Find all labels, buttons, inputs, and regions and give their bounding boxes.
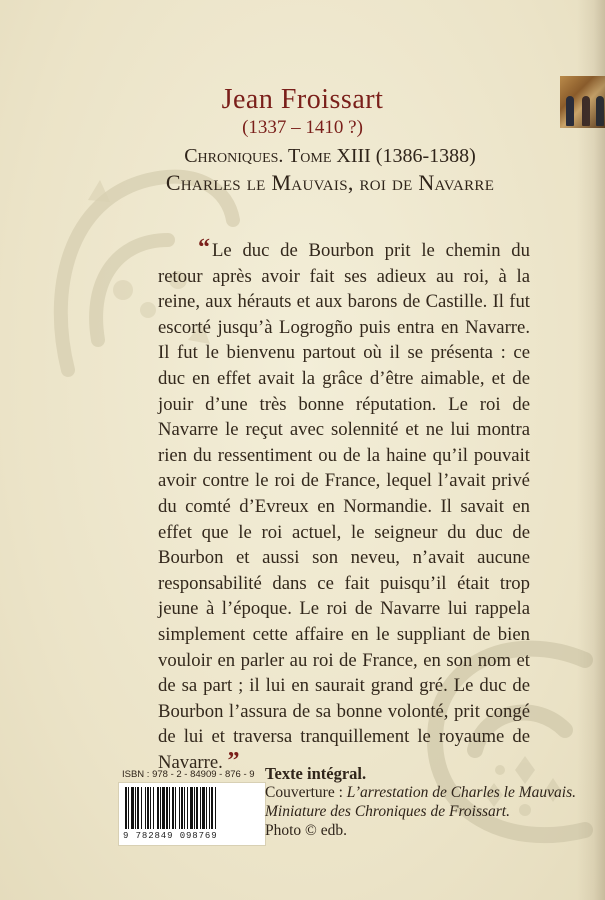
barcode-bar bbox=[211, 787, 213, 829]
quote-line: reine, aux hérauts et aux barons de Castille. Il bbox=[158, 291, 510, 313]
barcode-bar bbox=[137, 787, 139, 829]
barcode-bar bbox=[153, 787, 154, 829]
barcode-bar bbox=[141, 787, 142, 829]
barcode-bar bbox=[181, 787, 183, 829]
quote-line: seigneur du duc de Bourbon et aussi son neveu, bbox=[158, 521, 530, 569]
barcode-bar bbox=[131, 787, 134, 829]
quote-line: Le duc de Bourbon prit le chemin du bbox=[212, 240, 530, 261]
quote-line: Navarre. Il fut le bienvenu partout où il se bbox=[158, 316, 530, 364]
barcode-bar bbox=[194, 787, 195, 829]
quote-line: qu’il pouvait avoir contre le roi de France, bbox=[158, 444, 530, 492]
quote-line: lequel l’avait privé du comté d’Evreux en bbox=[158, 470, 530, 517]
barcode-bar bbox=[172, 787, 174, 829]
series-title: Chroniques. Tome XIII (1386-1388) bbox=[184, 145, 476, 167]
quote-excerpt: “ Le duc de Bourbon prit le chemin du retour après avoir fait ses adieux au roi, à la reine, aux hérauts et aux barons de Castille. Il fut escorté jusqu’à Logrogño puis entra en Navarre. Il fut le bienvenu partout où il se présenta : ce duc en effet avait la grâce d’être aimable, et de jouir d’une très bonne réputation. Le roi de Navarre le reçut avec solennité et ne lui montra rien du ressentiment ou de la haine qu’il pouvait avoir contre le roi de France, lequel l’avait privé du comté d’Evreux en Normandie. Il savait en effet que le roi actuel, le seigneur du duc de Bourbon et aussi son neveu, n’avait aucune responsabilité dans ce fait puisqu’il était trop jeune à l’époque. Le roi de Navarre lui rappela simplement cette affaire en le suppliant de bien vouloir en parler au roi de France, en son nom et de sa part ; il lui en saurait grand gré. Le duc de Bourbon l’assura de sa bonne volonté, prit congé de lui et traversa tranquillement le royaume de Navarre. ” bbox=[158, 235, 531, 774]
quote-line: fut escorté jusqu’à Logrogño puis entra en bbox=[158, 291, 530, 338]
barcode-bars bbox=[125, 787, 259, 831]
barcode-bar bbox=[202, 787, 205, 829]
barcode-bar bbox=[147, 787, 149, 829]
barcode-bar bbox=[145, 787, 146, 829]
credits bbox=[265, 764, 595, 840]
photo-credit: Photo © edb. bbox=[265, 822, 347, 839]
quote-line: aimable, et de jouir d’une très bonne réputation. bbox=[158, 367, 530, 415]
barcode-bar bbox=[190, 787, 193, 829]
barcode-bar bbox=[184, 787, 185, 829]
barcode-bar bbox=[157, 787, 159, 829]
cover-credit-title: L’arrestation de Charles le Mauvais. bbox=[346, 784, 576, 801]
barcode-bar bbox=[135, 787, 136, 829]
barcode-bar bbox=[200, 787, 201, 829]
barcode-number: 9 782849 098769 bbox=[123, 831, 218, 841]
cover-credit bbox=[265, 783, 595, 802]
barcode-bar bbox=[175, 787, 176, 829]
author-dates: (1337 – 1410 ?) bbox=[242, 117, 363, 138]
cover-credit-source: Miniature des Chroniques de Froissart. bbox=[265, 803, 510, 820]
isbn: ISBN : 978 - 2 - 84909 - 876 - 9 bbox=[122, 769, 255, 780]
quote-line: saurait grand gré. Le duc de Bourbon l’assura bbox=[158, 675, 530, 722]
quote-line: présenta : ce duc en effet avait la grâce d’être bbox=[158, 342, 531, 389]
quote-line: puisqu’il était trop jeune à l’époque. Le roi de bbox=[158, 572, 530, 620]
barcode-bar bbox=[128, 787, 129, 829]
barcode-bar bbox=[169, 787, 170, 829]
quote-line: lui montra rien du ressentiment ou de la haine bbox=[158, 419, 530, 466]
barcode-bar bbox=[196, 787, 198, 829]
page-edge-shadow bbox=[577, 0, 605, 900]
quote-line: le suppliant de bien vouloir en parler au roi de bbox=[158, 623, 530, 671]
barcode-bar bbox=[179, 787, 180, 829]
quote-line: retour après avoir fait ses adieux au roi, à la bbox=[158, 265, 530, 287]
cover-credit-prefix: Couverture : bbox=[265, 784, 347, 801]
volume-title: Charles le Mauvais, roi de Navarre bbox=[165, 170, 495, 195]
author-name: Jean Froissart bbox=[221, 84, 384, 115]
barcode-bar bbox=[215, 787, 216, 829]
barcode-bar bbox=[125, 787, 127, 829]
quote-line: Le roi de Navarre le reçut avec solennité et ne bbox=[158, 393, 530, 441]
barcode-bar bbox=[187, 787, 188, 829]
barcode-bar bbox=[206, 787, 207, 829]
quote-line: France, en son nom et de sa part ; il lui en bbox=[158, 649, 531, 697]
barcode bbox=[118, 782, 266, 846]
close-quote-mark: ” bbox=[227, 747, 240, 774]
barcode-bar bbox=[162, 787, 165, 829]
barcode-bar bbox=[160, 787, 161, 829]
quote-line: Navarre lui rappela simplement cette affaire en bbox=[158, 598, 530, 645]
barcode-bar bbox=[166, 787, 168, 829]
quote-line: Normandie. Il savait en effet que le roi actuel, le bbox=[158, 495, 530, 543]
quote-line: traversa tranquillement le royaume de Navarre. bbox=[158, 726, 530, 773]
quote-line: de sa bonne volonté, prit congé de lui et bbox=[158, 700, 530, 748]
barcode-bar bbox=[150, 787, 151, 829]
barcode-bar bbox=[209, 787, 210, 829]
quote-line: n’avait aucune responsabilité dans ce fait bbox=[158, 547, 530, 594]
integral-text-note: Texte intégral. bbox=[265, 764, 367, 783]
